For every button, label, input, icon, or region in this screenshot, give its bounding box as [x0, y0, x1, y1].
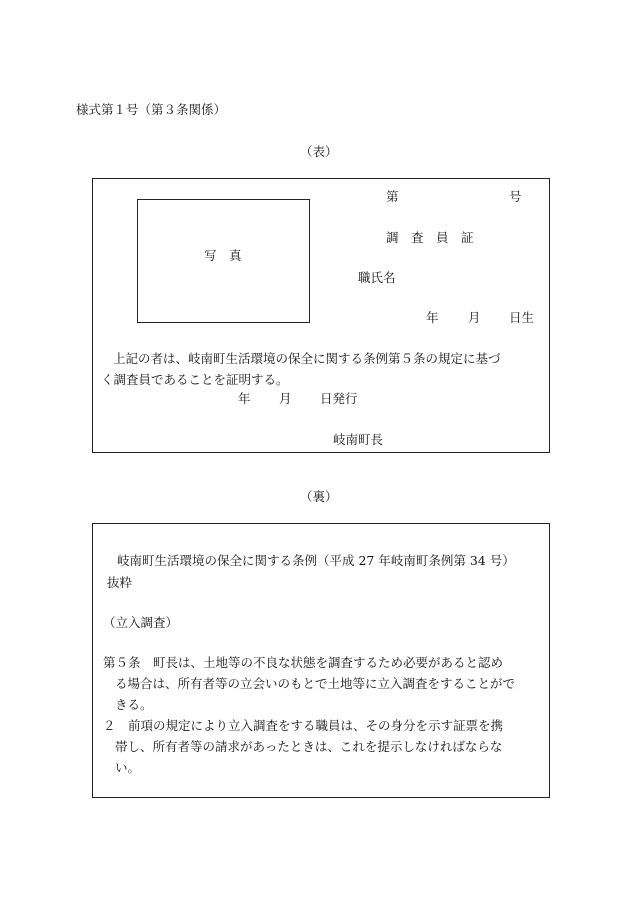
card-title: 調 査 員 証	[386, 230, 474, 245]
birth-month: 月	[468, 310, 481, 325]
paragraph-2-line-1: ２ 前項の規定により立入調査をする職員は、その身分を示す証票を携	[103, 718, 504, 733]
issue-year: 年	[238, 391, 251, 406]
name-label: 職氏名	[358, 270, 396, 285]
photo-area	[137, 199, 310, 323]
birth-year: 年	[426, 310, 439, 325]
back-heading: （裏）	[300, 489, 338, 504]
birth-day: 日生	[509, 310, 535, 325]
ordinance-title: 岐南町生活環境の保全に関する条例（平成 27 年岐南町条例第 34 号）	[117, 553, 515, 568]
article-5-line-3: きる。	[115, 697, 153, 712]
back-card	[92, 523, 550, 798]
article-5-line-2: る場合は、所有者等の立会いのもとで土地等に立入調査をすることがで	[115, 676, 516, 691]
paragraph-2-line-2: 帯し、所有者等の請求があったときは、これを提示しなければならな	[115, 739, 503, 754]
form-number: 様式第１号（第３条関係）	[76, 102, 227, 117]
excerpt-label: 抜粋	[107, 575, 133, 590]
issue-day: 日発行	[320, 391, 358, 406]
front-card	[92, 178, 550, 453]
section-heading: （立入調査）	[103, 615, 179, 630]
photo-label: 写 真	[204, 248, 242, 263]
number-suffix: 号	[509, 189, 522, 204]
front-heading: （表）	[300, 144, 338, 159]
article-5-line-1: 第５条 町長は、土地等の不良な状態を調査するため必要があると認め	[103, 655, 504, 670]
certification-line-1: 上記の者は、岐南町生活環境の保全に関する条例第５条の規定に基づ	[113, 351, 501, 366]
issue-month: 月	[279, 391, 292, 406]
paragraph-2-line-3: い。	[115, 760, 141, 775]
issuer: 岐南町長	[333, 432, 384, 447]
number-label: 第	[386, 189, 399, 204]
certification-line-2: く調査員であることを証明する。	[101, 372, 289, 387]
